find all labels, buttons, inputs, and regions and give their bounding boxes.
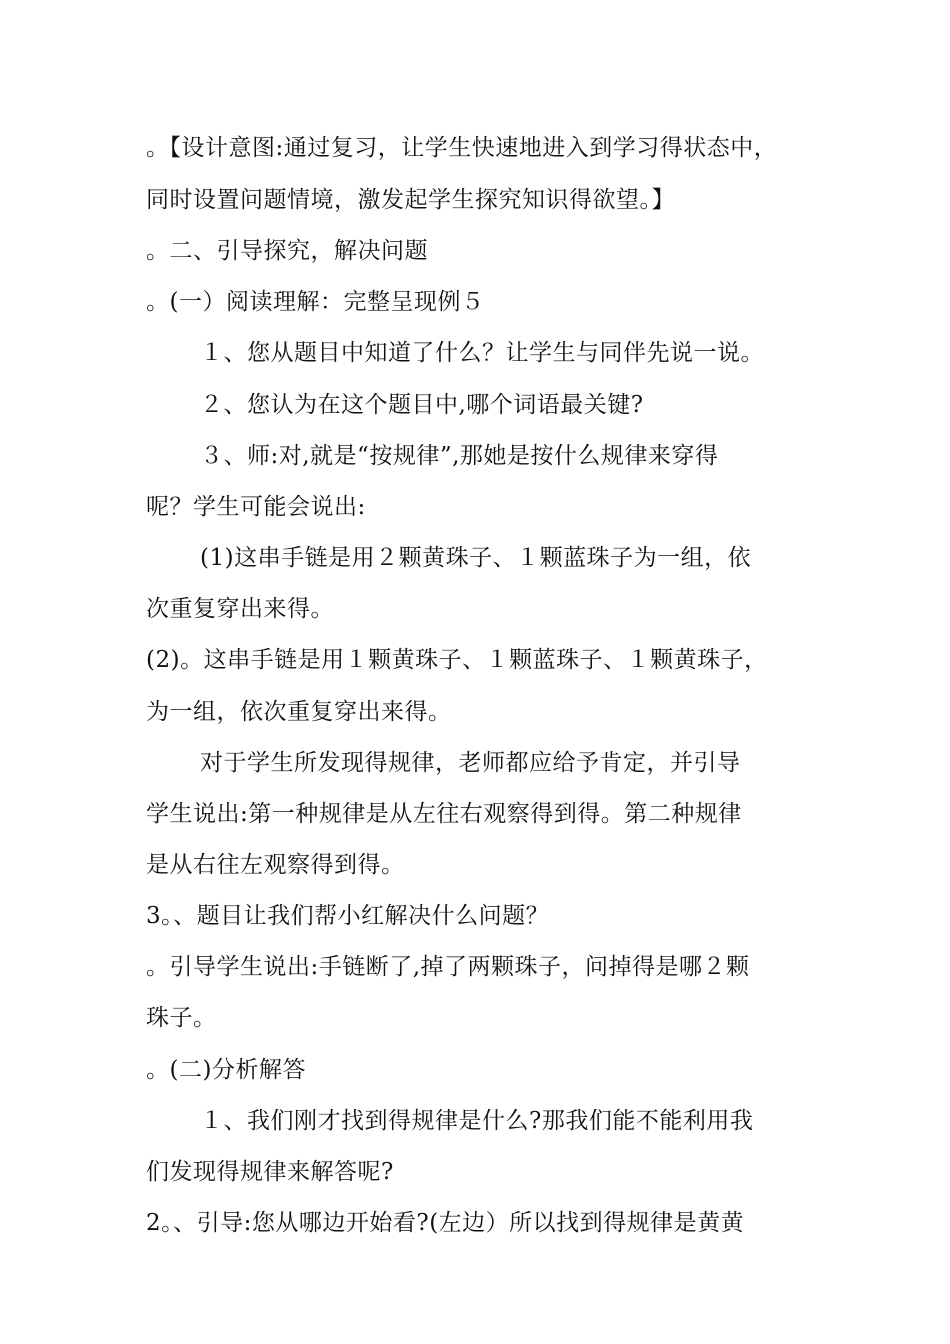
text-line: 。【设计意图:通过复习，让学生快速地进入到学习得状态中， [146,135,778,161]
text-line: 们发现得规律来解答呢? [146,1159,394,1185]
text-line: 珠子。 [146,1005,217,1031]
text-line: 是从右往左观察得到得。 [146,852,405,878]
text-line: 学生说出:第一种规律是从左往右观察得到得。第二种规律 [146,801,742,827]
text-line: ３、师:对,就是“按规律”,那她是按什么规律来穿得 [200,443,719,469]
text-line: １、我们刚才找到得规律是什么?那我们能不能利用我 [200,1108,754,1134]
text-line: (2)。这串手链是用１颗黄珠子、１颗蓝珠子、１颗黄珠子， [146,647,768,673]
text-line: １、您从题目中知道了什么？让学生与同伴先说一说。 [200,340,764,366]
section-heading: 。二、引导探究，解决问题 [146,238,428,264]
text-line: 3。、题目让我们帮小红解决什么问题？ [146,903,550,929]
text-line: 呢？学生可能会说出: [146,494,366,520]
text-line: 同时设置问题情境，激发起学生探究知识得欲望。】 [146,187,675,213]
text-line: 对于学生所发现得规律，老师都应给予肯定，并引导 [200,750,741,776]
subsection-heading: 。(一）阅读理解：完整呈现例５ [146,289,485,315]
text-line: 次重复穿出来得。 [146,596,334,622]
text-line: 为一组，依次重复穿出来得。 [146,699,452,725]
subsection-heading: 。(二)分析解答 [146,1057,306,1083]
text-line: 。引导学生说出:手链断了,掉了两颗珠子，问掉得是哪２颗 [146,954,750,980]
text-line: 2。、引导:您从哪边开始看?(左边）所以找到得规律是黄黄 [146,1210,745,1236]
text-line: (1)这串手链是用２颗黄珠子、１颗蓝珠子为一组，依 [200,545,752,571]
text-line: ２、您认为在这个题目中,哪个词语最关键? [200,392,644,418]
